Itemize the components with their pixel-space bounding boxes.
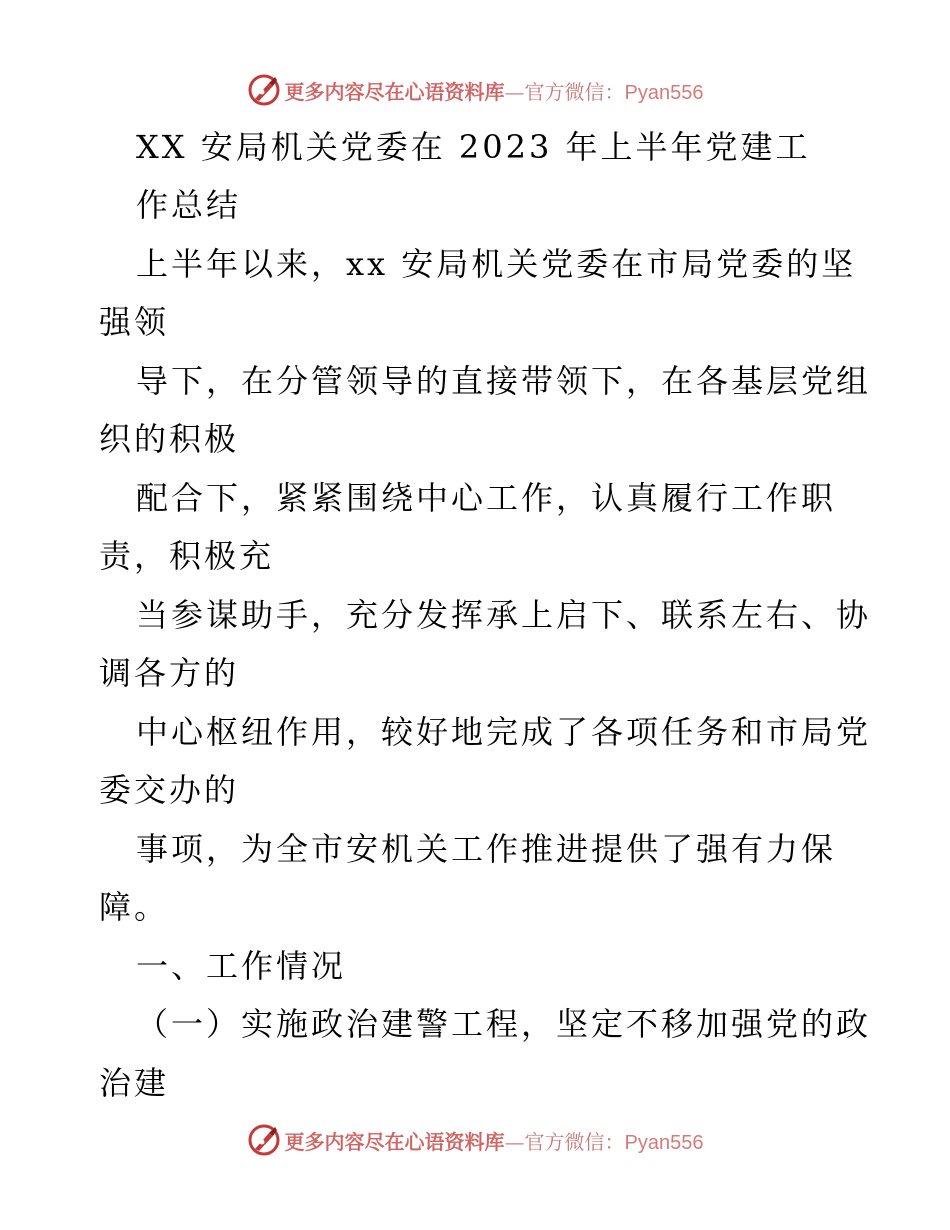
doc-line: 织的积极 (99, 420, 240, 458)
banner-lead-text: 更多内容尽在心语资料库 (284, 79, 505, 104)
subsection-heading: （一）实施政治建警工程，坚定不移加强党的政 (136, 1005, 872, 1043)
section-heading: 一、工作情况 (136, 947, 347, 985)
pen-logo-icon (247, 73, 281, 107)
doc-line: 调各方的 (99, 654, 240, 692)
banner-dash: — (504, 1129, 525, 1154)
doc-line: 治建 (99, 1064, 170, 1102)
doc-line: 事项，为全市安机关工作推进提供了强有力保 (136, 830, 837, 868)
doc-line: 配合下，紧紧围绕中心工作，认真履行工作职 (136, 479, 837, 517)
banner-text (285, 76, 704, 105)
banner-dash: — (504, 79, 525, 104)
banner-text (285, 1126, 704, 1155)
pen-logo-icon (247, 1123, 281, 1157)
doc-line: 导下，在分管领导的直接带领下，在各基层党组 (136, 362, 872, 400)
banner-wechat-id: Pyan556 (624, 1131, 704, 1154)
banner-wechat-label: 官方微信： (524, 79, 625, 104)
doc-line: 强领 (99, 303, 170, 341)
doc-title-line-2: 作总结 (136, 186, 242, 224)
banner-lead-text: 更多内容尽在心语资料库 (284, 1129, 505, 1154)
header-banner (0, 70, 950, 110)
banner-wechat-id: Pyan556 (624, 81, 704, 104)
doc-title-line-1: XX 安局机关党委在 2023 年上半年党建工 (136, 128, 811, 166)
doc-line: 责，积极充 (99, 537, 275, 575)
doc-line: 上半年以来，xx 安局机关党委在市局党委的坚 (136, 245, 857, 283)
doc-line: 中心枢纽作用，较好地完成了各项任务和市局党 (136, 713, 872, 751)
footer-banner (0, 1120, 950, 1160)
doc-line: 当参谋助手，充分发挥承上启下、联系左右、协 (136, 596, 872, 634)
doc-line: 委交办的 (99, 771, 240, 809)
doc-line: 障。 (99, 888, 170, 926)
banner-wechat-label: 官方微信： (524, 1129, 625, 1154)
